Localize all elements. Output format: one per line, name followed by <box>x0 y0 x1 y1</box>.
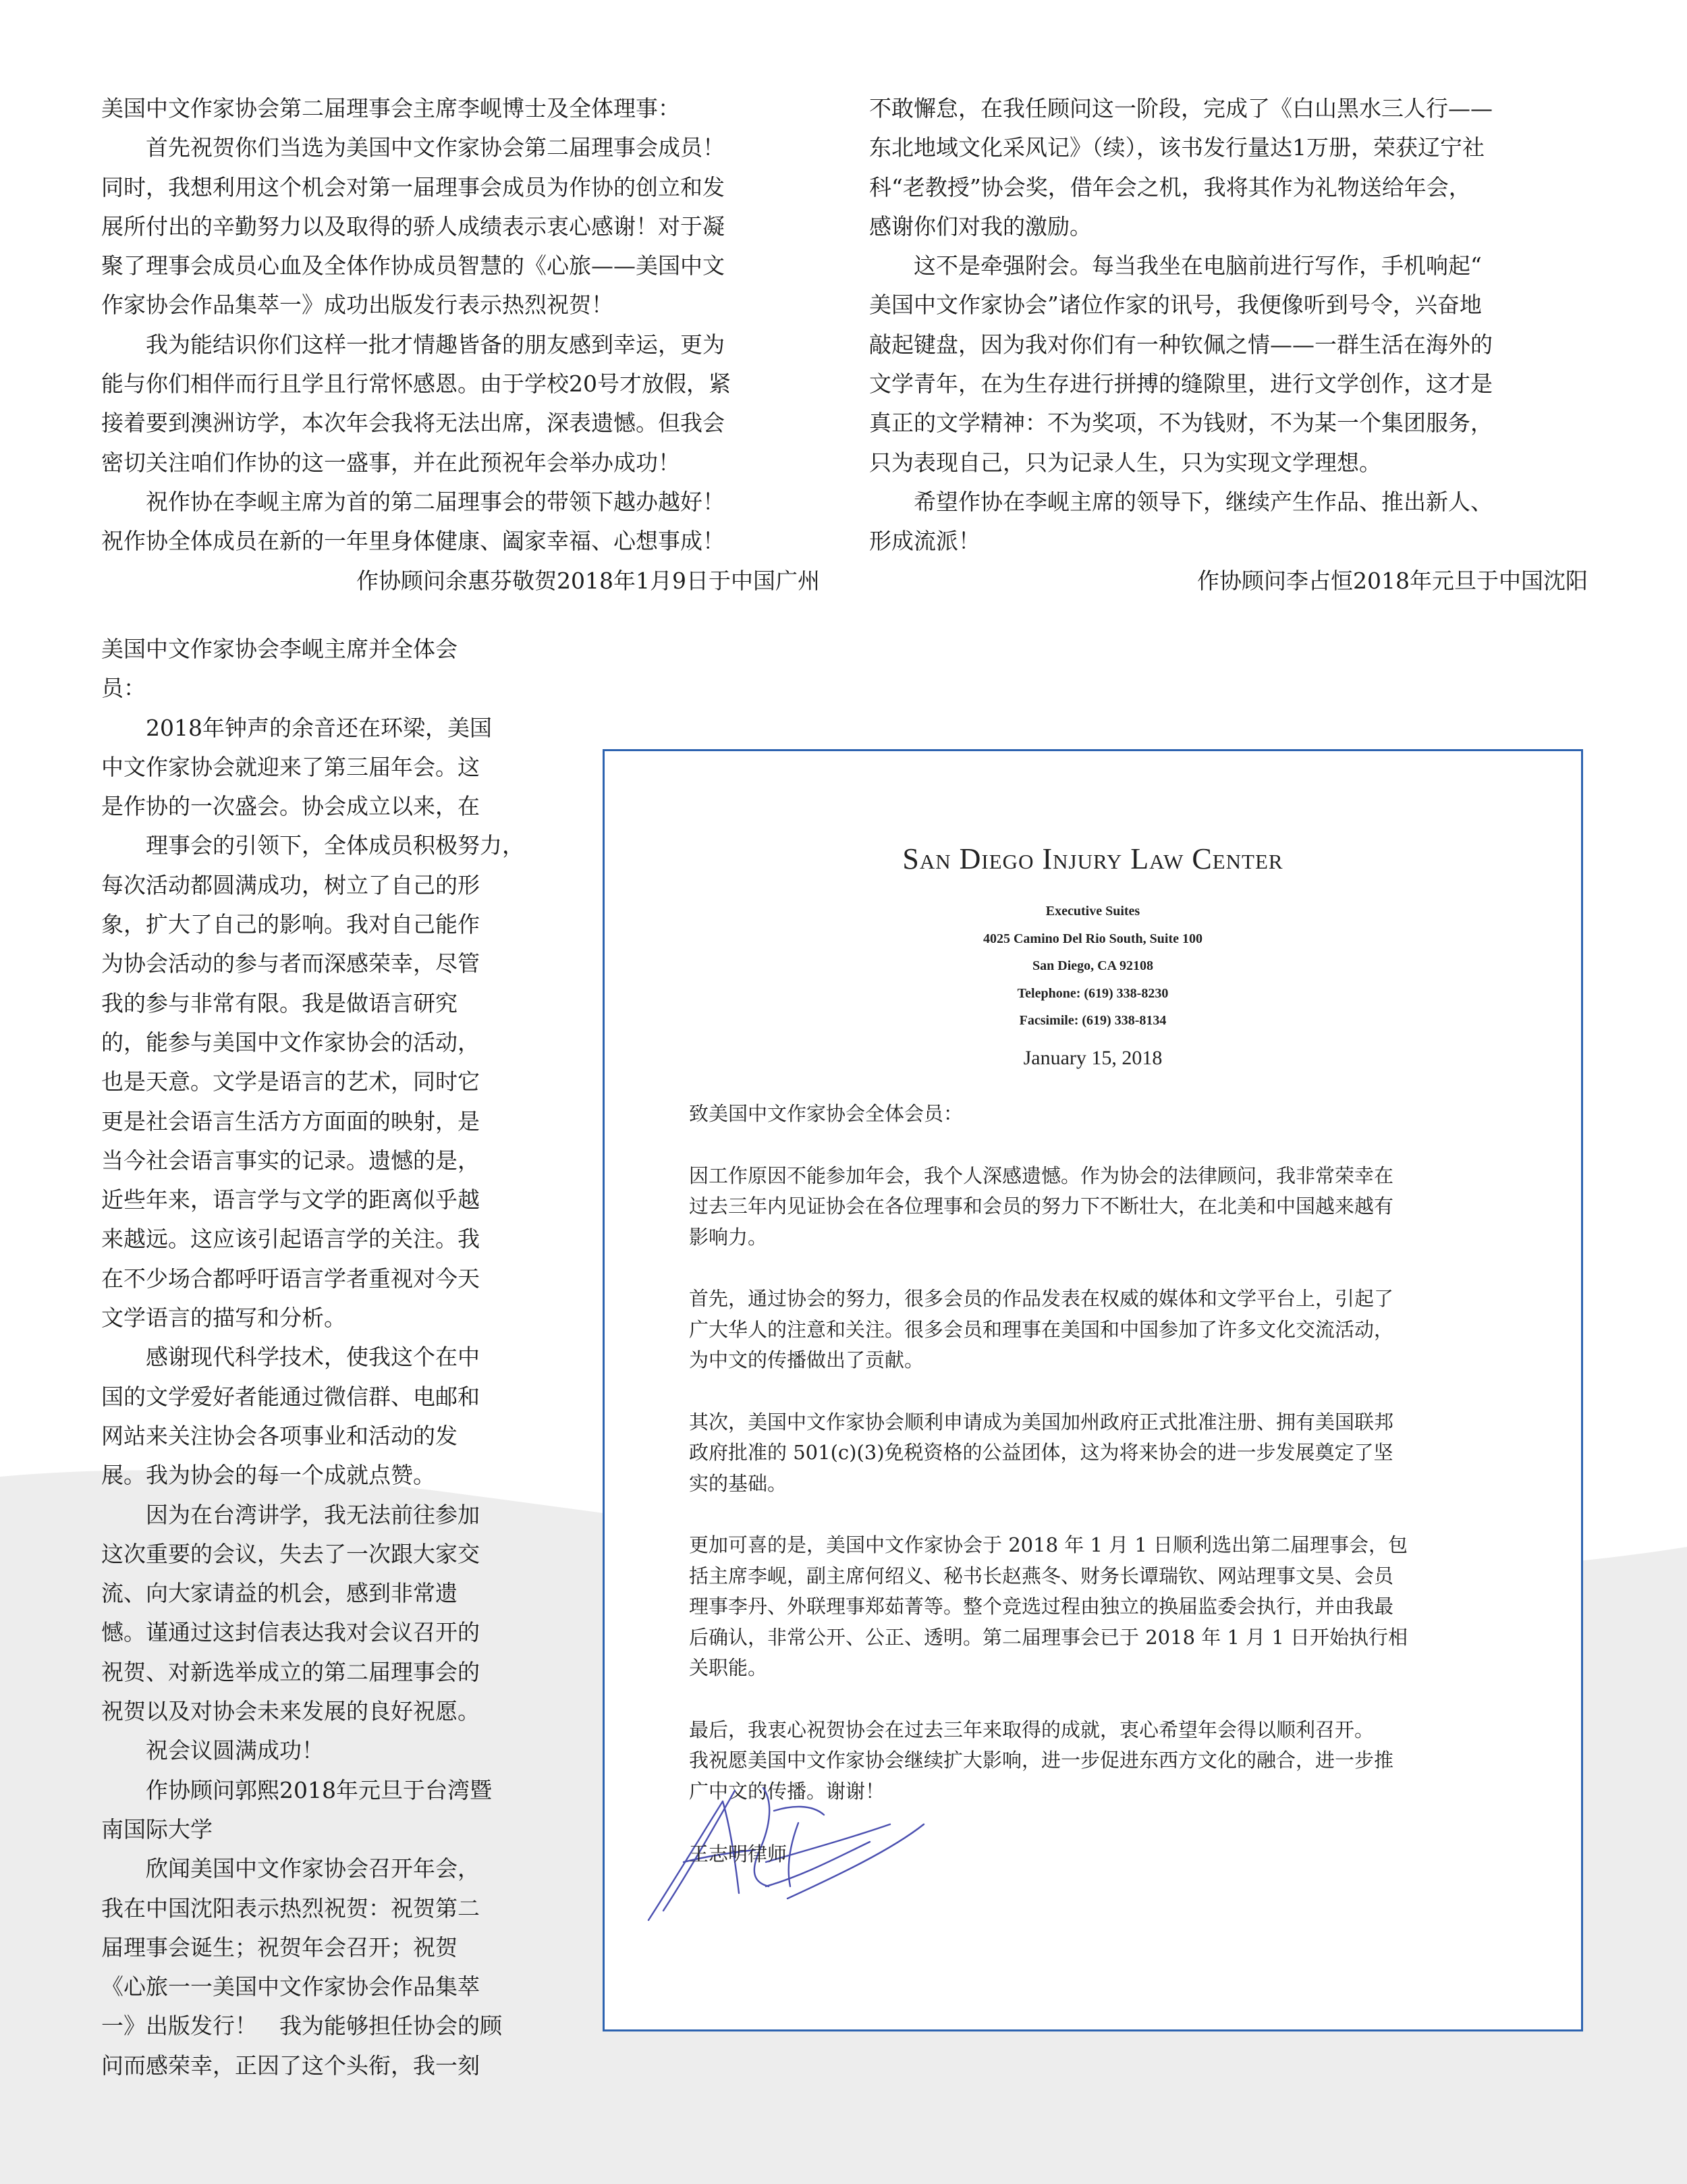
body-line: 感谢现代科学技术，使我这个在中 <box>146 1344 480 1371</box>
body-line: 密切关注咱们作协的这一盛事，并在此预祝年会举办成功！ <box>101 449 680 476</box>
body-line: 更是社会语言生活方方面面的映射，是 <box>101 1108 480 1135</box>
body-line: 作家协会作品集萃一》成功出版发行表示热烈祝贺！ <box>101 292 613 319</box>
letter-line: 实的基础。 <box>689 1471 787 1495</box>
body-line: 形成流派！ <box>869 528 980 555</box>
salutation: 美国中文作家协会第二届理事会主席李岘博士及全体理事： <box>101 95 680 121</box>
body-line: 来越远。这应该引起语言学的关注。我 <box>101 1226 480 1253</box>
body-line: 这不是牵强附会。每当我坐在电脑前进行写作，手机响起“ <box>914 252 1482 279</box>
body-line: 《心旅一一美国中文作家协会作品集萃 <box>101 1973 480 2000</box>
letter-line: 影响力。 <box>689 1225 768 1249</box>
body-line: 的，能参与美国中文作家协会的活动， <box>101 1029 480 1056</box>
law-center-letter <box>603 749 1583 2031</box>
body-line: 真正的文学精神：不为奖项，不为钱财，不为某一个集团服务， <box>869 410 1493 437</box>
body-line: 展所付出的辛勤努力以及取得的骄人成绩表示衷心感谢！对于凝 <box>101 213 725 240</box>
letterhead-line: Executive Suites <box>1045 904 1140 919</box>
body-line: 网站来关注协会各项事业和活动的发 <box>101 1422 458 1449</box>
letter-salutation: 致美国中文作家协会全体会员： <box>689 1102 964 1125</box>
letterhead-line: Facsimile: (619) 338-8134 <box>1019 1013 1167 1028</box>
body-line: 因为在台湾讲学，我无法前往参加 <box>146 1501 480 1528</box>
letter-signer: 王志明律师 <box>689 1842 787 1865</box>
letter-yu-huifen <box>101 89 820 601</box>
letter-line: 理事李丹、外联理事郑茹菁等。整个竞选过程由独立的换届监委会执行，并由我最 <box>689 1595 1394 1618</box>
body-line: 这次重要的会议，失去了一次跟大家交 <box>101 1540 480 1567</box>
body-line: 只为表现自己，只为记录人生，只为实现文学理想。 <box>869 449 1381 476</box>
body-line: 当今社会语言事实的记录。遗憾的是， <box>101 1147 480 1174</box>
body-line: 每次活动都圆满成功，树立了自己的形 <box>101 871 480 898</box>
body-line: 祝作协在李岘主席为首的第二届理事会的带领下越办越好！ <box>146 488 725 515</box>
salutation: 员： <box>101 675 146 702</box>
body-line: 同时，我想利用这个机会对第一届理事会成员为作协的创立和发 <box>101 173 725 200</box>
body-line: 祝贺、对新选举成立的第二届理事会的 <box>101 1658 480 1685</box>
body-line: 祝作协全体成员在新的一年里身体健康、阖家幸福、心想事成！ <box>101 528 725 555</box>
letter-line: 关职能。 <box>689 1656 768 1679</box>
letter-line: 为中文的传播做出了贡献。 <box>689 1348 924 1371</box>
body-line: 一》出版发行！ 我为能够担任协会的顾 <box>101 2013 502 2040</box>
signature-line: 南国际大学 <box>101 1816 213 1842</box>
letter-line: 其次，美国中文作家协会顺利申请成为美国加州政府正式批准注册、拥有美国联邦 <box>689 1410 1394 1434</box>
letter-line: 因工作原因不能参加年会，我个人深感遗憾。作为协会的法律顾问，我非常荣幸在 <box>689 1164 1394 1187</box>
body-line: 我的参与非常有限。我是做语言研究 <box>101 989 458 1016</box>
body-line: 我为能结识你们这样一批才情趣皆备的朋友感到幸运，更为 <box>146 331 725 358</box>
closing-line: 祝会议圆满成功！ <box>146 1737 324 1764</box>
signature-line: 作协顾问郭熙2018年元旦于台湾暨 <box>146 1776 492 1803</box>
body-line: 2018年钟声的余音还在环梁，美国 <box>146 714 492 741</box>
body-line: 感谢你们对我的激励。 <box>869 213 1092 240</box>
body-line: 文学青年，在为生存进行拼搏的缝隙里，进行文学创作，这才是 <box>869 371 1493 398</box>
letter-line: 后确认，非常公开、公正、透明。第二届理事会已于 2018 年 1 月 1 日开始执行相 <box>689 1625 1408 1649</box>
letterhead <box>605 898 1581 1035</box>
letter-line: 首先，通过协会的努力，很多会员的作品发表在权威的媒体和文学平台上，引起了 <box>689 1287 1394 1310</box>
letter-guo-xi <box>101 630 547 2085</box>
body-line: 东北地域文化采风记》（续），该书发行量达1万册，荣获辽宁社 <box>869 134 1485 161</box>
letter-line: 更加可喜的是，美国中文作家协会于 2018 年 1 月 1 日顺利选出第二届理事会，包 <box>689 1533 1408 1556</box>
letterhead-line: Telephone: (619) 338-8230 <box>1017 985 1169 1001</box>
body-line: 科“老教授”协会奖，借年会之机，我将其作为礼物送给年会， <box>869 173 1471 200</box>
body-line: 中文作家协会就迎来了第三届年会。这 <box>101 753 480 780</box>
letter-date: January 15, 2018 <box>1023 1047 1163 1069</box>
letterhead-line: 4025 Camino Del Rio South, Suite 100 <box>983 931 1203 946</box>
letter-body <box>689 1099 1502 1807</box>
body-line: 理事会的引领下，全体成员积极努力， <box>146 832 524 859</box>
body-line: 希望作协在李岘主席的领导下，继续产生作品、推出新人、 <box>914 488 1493 515</box>
body-line: 在不少场合都呼吁语言学者重视对今天 <box>101 1265 480 1292</box>
signature-line: 作协顾问李占恒2018年元旦于中国沈阳 <box>1197 567 1588 594</box>
body-line: 流、向大家请益的机会，感到非常遗 <box>101 1580 458 1607</box>
body-line: 我在中国沈阳表示热烈祝贺：祝贺第二 <box>101 1894 480 1921</box>
body-line: 象，扩大了自己的影响。我对自己能作 <box>101 911 480 938</box>
letter-line: 政府批准的 501(c)(3)免税资格的公益团体，这为将来协会的进一步发展奠定了坚 <box>689 1441 1393 1464</box>
salutation: 美国中文作家协会李岘主席并全体会 <box>101 636 458 662</box>
body-line: 展。我为协会的每一个成就点赞。 <box>101 1462 435 1489</box>
body-line: 聚了理事会成员心血及全体作协成员智慧的《心旅——美国中文 <box>101 252 725 279</box>
letter-line: 我祝愿美国中文作家协会继续扩大影响，进一步促进东西方文化的融合，进一步推 <box>689 1749 1394 1772</box>
body-line: 文学语言的描写和分析。 <box>101 1305 346 1332</box>
body-line: 国的文学爱好者能通过微信群、电邮和 <box>101 1383 480 1410</box>
letterhead-line: San Diego, CA 92108 <box>1032 958 1153 973</box>
letter-line: 过去三年内见证协会在各位理事和会员的努力下不断壮大，在北美和中国越来越有 <box>689 1195 1394 1218</box>
body-line: 近些年来，语言学与文学的距离似乎越 <box>101 1186 480 1213</box>
body-line: 美国中文作家协会”诸位作家的讯号，我便像听到号令，兴奋地 <box>869 292 1482 319</box>
body-line: 为协会活动的参与者而深感荣幸，尽管 <box>101 950 480 977</box>
firm-name: San Diego Injury Law Center <box>902 842 1283 875</box>
letter-li-zhanheng <box>869 89 1588 601</box>
body-line: 也是天意。文学是语言的艺术，同时它 <box>101 1068 480 1095</box>
letter-line: 最后，我衷心祝贺协会在过去三年来取得的成就，衷心希望年会得以顺利召开。 <box>689 1718 1375 1741</box>
body-line: 首先祝贺你们当选为美国中文作家协会第二届理事会成员！ <box>146 134 725 161</box>
body-line: 问而感荣幸，正因了这个头衔，我一刻 <box>101 2052 480 2079</box>
body-line: 接着要到澳洲访学，本次年会我将无法出席，深表遗憾。但我会 <box>101 410 725 437</box>
body-line: 敲起键盘，因为我对你们有一种钦佩之情——一群生活在海外的 <box>869 331 1493 358</box>
body-line: 憾。谨通过这封信表达我对会议召开的 <box>101 1619 480 1646</box>
body-line: 届理事会诞生；祝贺年会召开；祝贺 <box>101 1934 458 1961</box>
body-line: 是作协的一次盛会。协会成立以来，在 <box>101 793 480 820</box>
body-line: 祝贺以及对协会未来发展的良好祝愿。 <box>101 1698 480 1725</box>
body-line: 不敢懈怠，在我任顾问这一阶段，完成了《白山黑水三人行—— <box>869 95 1493 121</box>
body-line: 能与你们相伴而行且学且行常怀感恩。由于学校20号才放假，紧 <box>101 371 731 398</box>
body-line: 欣闻美国中文作家协会召开年会， <box>146 1855 480 1882</box>
letter-line: 广大华人的注意和关注。很多会员和理事在美国和中国参加了许多文化交流活动， <box>689 1317 1394 1341</box>
letter-line: 广中文的传播。谢谢！ <box>689 1779 885 1803</box>
letter-line: 括主席李岘，副主席何绍义、秘书长赵燕冬、财务长谭瑞钦、网站理事文昊、会员 <box>689 1564 1394 1587</box>
signature-line: 作协顾问余惠芬敬贺2018年1月9日于中国广州 <box>356 567 820 594</box>
